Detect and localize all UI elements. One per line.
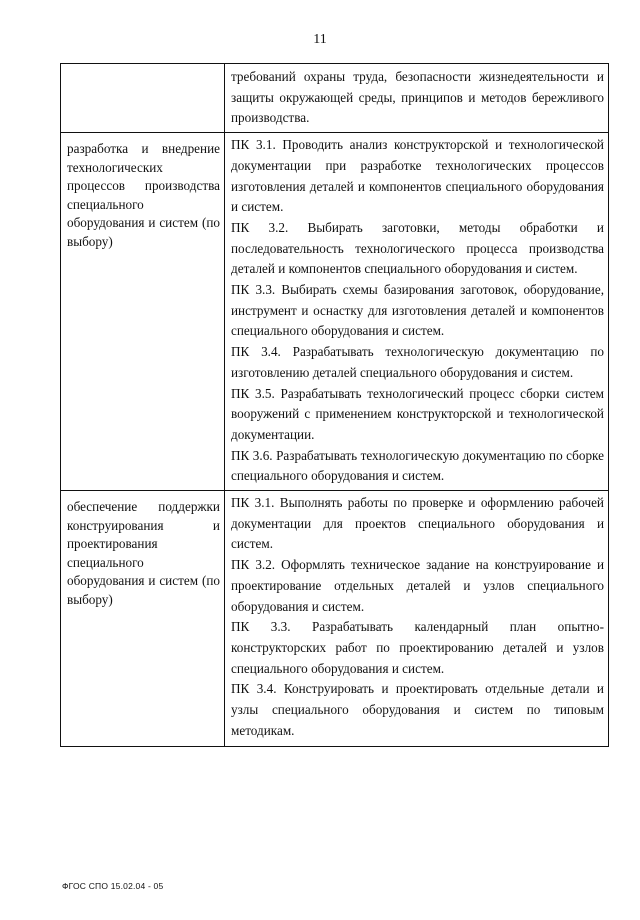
activity-cell <box>61 64 225 133</box>
page-number: 11 <box>313 32 327 47</box>
competency-item: ПК 3.3. Разрабатывать календарный план опытно-конструкторских работ по проектированию деталей и узлов специального оборудования и систем. <box>231 619 604 676</box>
competency-item: ПК 3.1. Проводить анализ конструкторской и технологической документации при разработке технологических процессов изготовления деталей и компонентов специального оборудования и систем. <box>231 137 604 215</box>
competency-item: ПК 3.2. Оформлять техническое задание на конструирование и проектирование отдельных деталей и узлов специального оборудования и систем. <box>231 557 604 614</box>
table-row <box>61 64 609 133</box>
competency-item: ПК 3.2. Выбирать заготовки, методы обработки и последовательность технологического процесса производства деталей и компонентов специального оборудования и систем. <box>231 219 604 277</box>
table-row <box>61 491 609 746</box>
competency-item: требований охраны труда, безопасности жизнедеятельности и защиты окружающей среды, принципов и методов бережливого производства. <box>231 69 604 126</box>
competency-cell <box>225 491 609 746</box>
competency-item: ПК 3.3. Выбирать схемы базирования заготовок, оборудование, инструмент и оснастку для изготовления деталей и компонентов специального оборудования и систем. <box>231 282 604 339</box>
activity-text: разработка и внедрение технологических процессов производства специального оборудования и систем (по выбору) <box>67 141 220 249</box>
document-footer: ФГОС СПО 15.02.04 - 05 <box>62 881 164 891</box>
activity-text <box>61 64 224 73</box>
activity-cell <box>61 491 225 746</box>
competency-item: ПК 3.4. Конструировать и проектировать отдельные детали и узлы специального оборудования и систем по типовым методикам. <box>231 681 604 738</box>
activity-cell <box>61 133 225 491</box>
competency-cell <box>225 133 609 491</box>
competency-item: ПК 3.5. Разрабатывать технологический процесс сборки систем вооружений с применением конструкторской и технологической документации. <box>231 385 604 442</box>
activity-text: обеспечение поддержки конструирования и проектирования специального оборудования и систем (по выбору) <box>67 499 220 607</box>
competency-table <box>60 63 609 747</box>
competency-item: ПК 3.6. Разрабатывать технологическую документацию по сборке специального оборудования и систем. <box>231 447 604 484</box>
table-row <box>61 133 609 491</box>
competency-item: ПК 3.1. Выполнять работы по проверке и оформлению рабочей документации для проектов специального оборудования и систем. <box>231 495 604 552</box>
competency-item: ПК 3.4. Разрабатывать технологическую документацию по изготовлению деталей специального оборудования и систем. <box>231 344 604 380</box>
competency-cell <box>225 64 609 133</box>
